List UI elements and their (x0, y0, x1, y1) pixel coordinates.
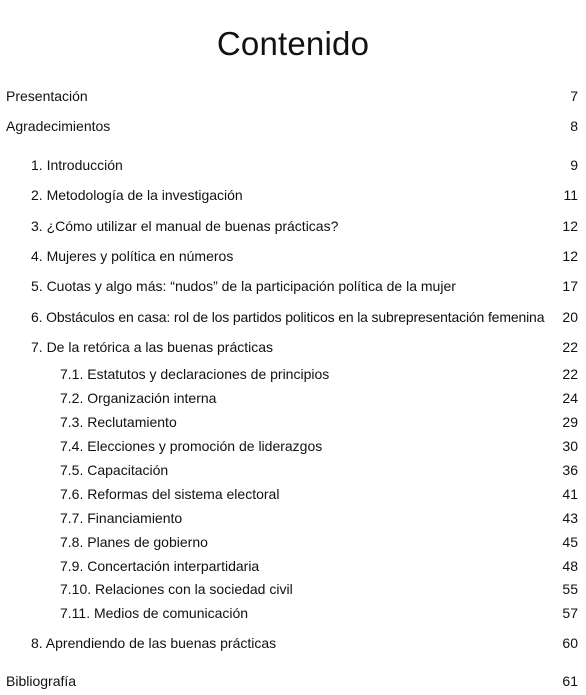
toc-entry-page: 29 (562, 414, 578, 430)
toc-entry-label: 7.8. Planes de gobierno (60, 534, 208, 550)
toc-entry-page: 48 (562, 558, 578, 574)
toc-entry-page: 17 (562, 278, 578, 294)
toc-entry-page: 43 (562, 510, 578, 526)
toc-entry-label: 7.11. Medios de comunicación (60, 605, 249, 621)
toc-entry-page: 22 (562, 339, 578, 355)
toc-entry-label: 7.6. Reformas del sistema electoral (60, 486, 280, 502)
toc-entry (0, 556, 586, 576)
toc-entry-page: 22 (562, 366, 578, 382)
toc-entry-page: 55 (562, 581, 578, 597)
toc-entry-label: 7.5. Capacitación (60, 462, 169, 478)
toc-entry-label: 7.4. Elecciones y promoción de liderazgos (60, 438, 323, 454)
toc-entry-label: 8. Aprendiendo de las buenas prácticas (31, 635, 277, 651)
toc-entry (0, 460, 586, 480)
toc-entry (0, 579, 586, 599)
toc-entry-page: 30 (562, 438, 578, 454)
toc-entry-label: 7.2. Organización interna (60, 390, 217, 406)
toc-entry-page: 12 (562, 218, 578, 234)
toc-entry-label: 7.9. Concertación interpartidaria (60, 558, 260, 574)
toc-entry-page: 12 (562, 248, 578, 264)
toc-entry-label: Bibliografía (6, 673, 77, 689)
toc-entry-label: 7. De la retórica a las buenas prácticas (31, 339, 274, 355)
toc-entry-page: 36 (562, 462, 578, 478)
toc-entry (0, 633, 586, 653)
toc-entry-page: 57 (562, 605, 578, 621)
toc-entry-page: 61 (562, 673, 578, 689)
toc-entry-label: 7.1. Estatutos y declaraciones de principios (60, 366, 330, 382)
toc-entry-label: 4. Mujeres y política en números (31, 248, 234, 264)
toc-entry (0, 364, 586, 384)
toc-entry-label: Agradecimientos (6, 118, 111, 134)
toc-entry-page: 45 (562, 534, 578, 550)
toc-entry-label: 5. Cuotas y algo más: “nudos” de la participación política de la mujer (31, 278, 456, 294)
page-title: Contenido (216, 25, 370, 63)
toc-entry (0, 671, 586, 691)
toc-entry-page: 24 (562, 390, 578, 406)
toc-entry-page: 9 (570, 157, 578, 173)
toc-entry-label: 7.10. Relaciones con la sociedad civil (60, 581, 293, 597)
toc-entry (0, 86, 586, 106)
toc-entry-label: 1. Introducción (31, 157, 123, 173)
toc-entry (0, 307, 586, 327)
toc-entry-page: 11 (563, 187, 578, 203)
toc-entry-page: 8 (570, 118, 578, 134)
toc-entry-label: 2. Metodología de la investigación (31, 187, 243, 203)
toc-entry (0, 246, 586, 266)
toc-entry-label: 7.3. Reclutamiento (60, 414, 177, 430)
toc-entry-label: 6. Obstáculos en casa: rol de los partidos politicos en la subrepresentación femenina (31, 309, 545, 325)
toc-entry (0, 484, 586, 504)
toc-entry (0, 532, 586, 552)
toc-entry (0, 337, 586, 357)
toc-entry-label: Presentación (6, 88, 88, 104)
toc-entry (0, 216, 586, 236)
toc-entry (0, 412, 586, 432)
toc-entry-label: 3. ¿Cómo utilizar el manual de buenas prácticas? (31, 218, 339, 234)
toc-entry-page: 60 (562, 635, 578, 651)
toc-entry (0, 185, 586, 205)
toc-entry-page: 20 (562, 309, 578, 325)
toc-entry (0, 436, 586, 456)
toc-entry (0, 603, 586, 623)
toc-entry (0, 508, 586, 528)
toc-entry-page: 41 (562, 486, 578, 502)
toc-entry (0, 276, 586, 296)
toc-entry (0, 388, 586, 408)
toc-entry-page: 7 (570, 88, 578, 104)
toc-entry (0, 116, 586, 136)
toc-entry-label: 7.7. Financiamiento (60, 510, 183, 526)
toc-entry (0, 155, 586, 175)
